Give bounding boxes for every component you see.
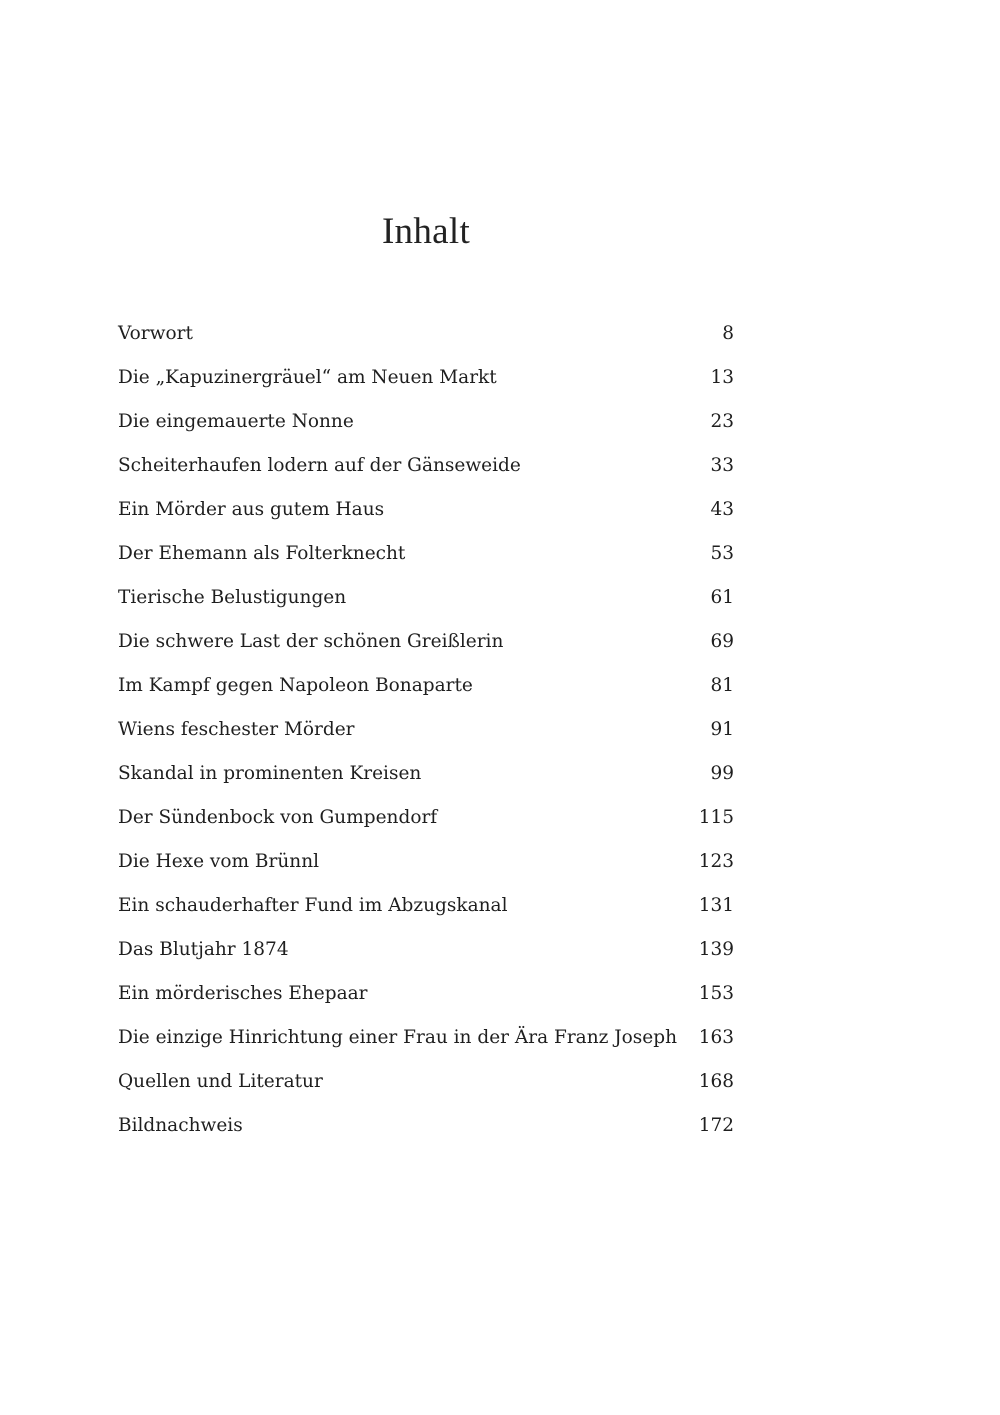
toc-entry-title: Der Ehemann als Folterknecht	[118, 543, 406, 564]
toc-entry	[118, 360, 734, 404]
toc-entry-page: 172	[698, 1115, 734, 1136]
toc-entry-title: Die eingemauerte Nonne	[118, 411, 354, 432]
toc-entry-title: Im Kampf gegen Napoleon Bonaparte	[118, 675, 473, 696]
toc-entry-page: 153	[698, 983, 734, 1004]
toc-entry	[118, 976, 734, 1020]
page-title: Inhalt	[381, 211, 471, 252]
toc-entry-title: Ein mörderisches Ehepaar	[118, 983, 368, 1004]
toc-entry	[118, 580, 734, 624]
toc-entry-page: 69	[710, 631, 734, 652]
toc-entry-page: 99	[710, 763, 734, 784]
toc-entry	[118, 448, 734, 492]
toc-entry	[118, 932, 734, 976]
toc-entry-title: Tierische Belustigungen	[118, 587, 347, 608]
toc-entry-page: 91	[710, 719, 734, 740]
toc-entry-title: Vorwort	[118, 323, 193, 344]
toc-entry-title: Ein Mörder aus gutem Haus	[118, 499, 385, 520]
toc-entry	[118, 316, 734, 360]
toc-entry-page: 43	[710, 499, 734, 520]
toc-entry	[118, 1108, 734, 1152]
toc-entry-title: Wiens feschester Mörder	[118, 719, 355, 740]
toc-entry-page: 81	[710, 675, 734, 696]
toc-entry	[118, 800, 734, 844]
table-of-contents	[118, 316, 734, 1152]
toc-entry-page: 23	[710, 411, 734, 432]
toc-entry	[118, 404, 734, 448]
toc-entry-page: 115	[698, 807, 734, 828]
toc-entry	[118, 624, 734, 668]
toc-entry	[118, 888, 734, 932]
toc-entry-title: Die „Kapuzinergräuel“ am Neuen Markt	[118, 367, 497, 388]
toc-entry-page: 163	[698, 1027, 734, 1048]
toc-entry-page: 13	[710, 367, 734, 388]
toc-entry-title: Ein schauderhafter Fund im Abzugskanal	[118, 895, 508, 916]
toc-entry	[118, 1020, 734, 1064]
toc-entry-page: 53	[710, 543, 734, 564]
toc-entry	[118, 756, 734, 800]
toc-entry	[118, 536, 734, 580]
toc-entry-page: 131	[698, 895, 734, 916]
toc-entry-title: Die Hexe vom Brünnl	[118, 851, 320, 872]
toc-entry	[118, 844, 734, 888]
toc-entry-page: 139	[698, 939, 734, 960]
toc-entry	[118, 492, 734, 536]
toc-entry-title: Die einzige Hinrichtung einer Frau in der Ära Franz Joseph	[118, 1027, 677, 1048]
toc-entry	[118, 668, 734, 712]
toc-entry-title: Der Sündenbock von Gumpendorf	[118, 807, 438, 828]
toc-entry-title: Das Blutjahr 1874	[118, 939, 289, 960]
toc-entry-page: 61	[710, 587, 734, 608]
toc-entry-page: 168	[698, 1071, 734, 1092]
toc-entry-title: Scheiterhaufen lodern auf der Gänseweide	[118, 455, 521, 476]
toc-entry-page: 8	[722, 323, 734, 344]
toc-entry-title: Die schwere Last der schönen Greißlerin	[118, 631, 504, 652]
toc-entry-title: Skandal in prominenten Kreisen	[118, 763, 422, 784]
toc-entry-page: 33	[710, 455, 734, 476]
toc-entry-page: 123	[698, 851, 734, 872]
toc-entry	[118, 712, 734, 756]
toc-entry-title: Quellen und Literatur	[118, 1071, 323, 1092]
toc-entry	[118, 1064, 734, 1108]
toc-entry-title: Bildnachweis	[118, 1115, 243, 1136]
